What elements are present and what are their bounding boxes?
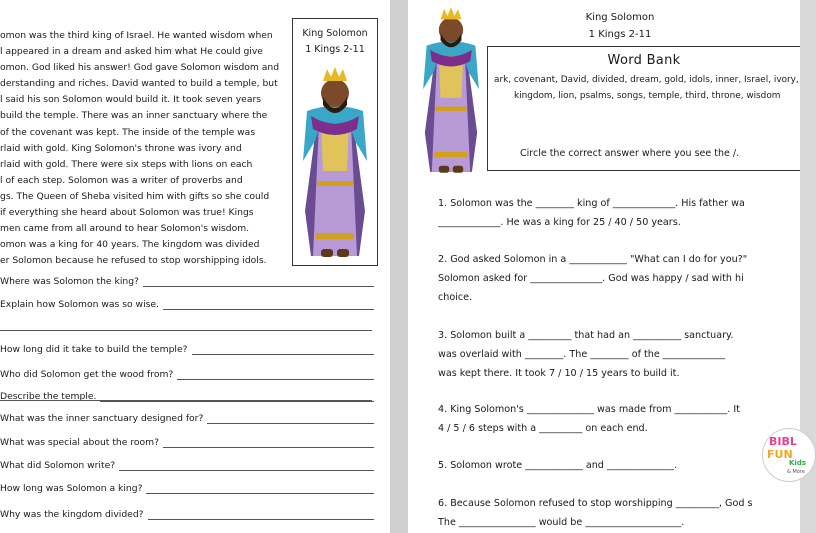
question-text: Describe the temple.	[0, 391, 97, 402]
story-line: if everything she heard about Solomon was true! Kings	[0, 207, 254, 219]
story-line: men came from all around to hear Solomon's wisdom.	[0, 223, 250, 235]
question-text: What was special about the room?	[0, 437, 159, 448]
fill-in-line: 2. God asked Solomon in a ____________ "What can I do for you?"	[438, 254, 748, 265]
question-row	[0, 410, 390, 424]
story-line: of the covenant was kept. The inside of the temple was	[0, 126, 256, 138]
answer-line[interactable]	[177, 369, 374, 380]
fill-in-line: Solomon asked for _______________. God was happy / sad with hi	[438, 273, 744, 284]
right-ref: 1 Kings 2-11	[588, 29, 652, 40]
worksheet-page-left	[0, 0, 390, 533]
word-bank-line-1: ark, covenant, David, divided, dream, gold, idols, inner, Israel, ivory,	[494, 75, 799, 85]
word-bank-line-2: kingdom, lion, psalms, songs, temple, third, throne, wisdom	[514, 91, 781, 101]
fill-in-line: 6. Because Solomon refused to stop worshipping _________, God s	[438, 498, 753, 509]
king-box-ref: 1 Kings 2-11	[305, 44, 365, 55]
question-row	[0, 341, 390, 355]
story-line: derstanding and riches. David wanted to build a temple, but	[0, 78, 278, 90]
logo-text-1: BIBL	[769, 435, 797, 448]
circle-instruction: Circle the correct answer where you see the /.	[520, 148, 740, 159]
answer-line[interactable]	[119, 460, 374, 471]
question-text: Where was Solomon the king?	[0, 276, 139, 287]
question-text: Why was the kingdom divided?	[0, 509, 144, 520]
fill-in-item	[438, 194, 800, 232]
fill-in-line: 4. King Solomon's ______________ was made from ___________. It	[438, 404, 740, 415]
story-line: er Solomon because he refused to stop worshipping idols.	[0, 255, 267, 267]
fill-in-item	[438, 326, 800, 383]
king-solomon-illustration	[297, 61, 373, 263]
question-row	[0, 457, 390, 471]
story-line: omon was the third king of Israel. He wanted wisdom when	[0, 30, 273, 41]
story-text	[0, 28, 284, 269]
answer-line[interactable]	[143, 276, 374, 287]
logo-text-3: Kids	[789, 459, 807, 467]
answer-line[interactable]	[0, 400, 372, 401]
story-line: rlaid with gold. King Solomon's throne was ivory and	[0, 142, 242, 154]
logo-text-4: & More	[787, 469, 805, 475]
fill-in-item	[438, 250, 800, 307]
story-line: omon. God liked his answer! God gave Solomon wisdom and	[0, 62, 280, 74]
story-line: build the temple. There was an inner sanctuary where the	[0, 110, 268, 122]
question-text: Who did Solomon get the wood from?	[0, 369, 174, 380]
right-title: King Solomon	[585, 12, 655, 23]
question-row	[0, 480, 390, 494]
fill-in-line: 1. Solomon was the ________ king of _____________. His father wa	[438, 198, 745, 209]
fill-in-line: 4 / 5 / 6 steps with a _________ on each end.	[438, 423, 648, 434]
bible-fun-kids-logo	[762, 428, 816, 482]
story-line: l appeared in a dream and asked him what He could give	[0, 46, 263, 58]
fill-in-item	[438, 494, 800, 532]
question-row	[0, 366, 390, 380]
story-line: gs. The Queen of Sheba visited him with gifts so she could	[0, 190, 270, 202]
story-line: omon was a king for 40 years. The kingdom was divided	[0, 239, 260, 251]
fill-in-line: 5. Solomon wrote ____________ and ______________.	[438, 460, 678, 471]
page-gutter	[390, 0, 408, 533]
answer-line[interactable]	[163, 437, 374, 448]
fill-in-item	[438, 456, 800, 475]
answer-line[interactable]	[148, 509, 374, 520]
answer-line[interactable]	[0, 330, 372, 331]
question-row	[0, 506, 390, 520]
king-solomon-box	[292, 18, 378, 266]
fill-in-line: The ________________ would be ____________________.	[438, 517, 685, 528]
fill-in-line: was kept there. It took 7 / 10 / 15 years to build it.	[438, 368, 680, 379]
answer-line[interactable]	[192, 344, 375, 355]
fill-in-line: 3. Solomon built a _________ that had an __________ sanctuary.	[438, 330, 734, 341]
question-text: Explain how Solomon was so wise.	[0, 299, 159, 310]
question-row	[0, 434, 390, 448]
story-line: l said his son Solomon would build it. It took seven years	[0, 94, 262, 106]
logo-text-2: FUN	[767, 448, 793, 461]
story-line: rlaid with gold. There were six steps with lions on each	[0, 158, 253, 170]
question-text: What was the inner sanctuary designed for?	[0, 413, 204, 424]
king-box-title: King Solomon	[302, 28, 368, 39]
answer-line[interactable]	[207, 413, 374, 424]
fill-in-line: _____________. He was a king for 25 / 40 / 50 years.	[438, 217, 681, 228]
question-row	[0, 296, 390, 310]
answer-line[interactable]	[163, 299, 374, 310]
fill-in-item	[438, 400, 800, 438]
question-row	[0, 273, 390, 287]
question-text: How long did it take to build the temple?	[0, 344, 188, 355]
answer-line[interactable]	[146, 483, 374, 494]
king-solomon-illustration-right	[414, 2, 488, 178]
right-header	[540, 9, 700, 43]
fill-in-line: was overlaid with ________. The ________ of the _____________	[438, 349, 726, 360]
question-text: How long was Solomon a king?	[0, 483, 143, 494]
question-text: What did Solomon write?	[0, 460, 116, 471]
fill-in-line: choice.	[438, 292, 473, 303]
story-line: l of each step. Solomon was a writer of proverbs and	[0, 174, 243, 186]
word-bank-title: Word Bank	[607, 53, 681, 68]
